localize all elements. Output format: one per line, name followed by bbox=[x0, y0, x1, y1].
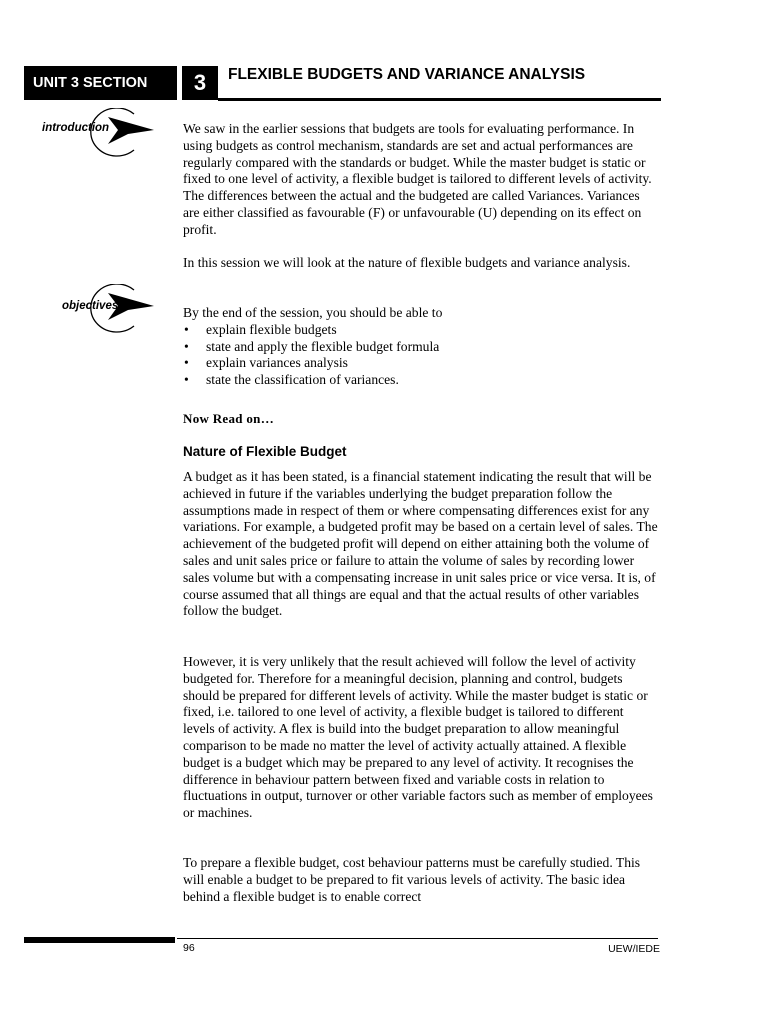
intro-paragraph: We saw in the earlier sessions that budgets are tools for evaluating performance. In using budgets as control mechanism, standards are set and actual performances are regularly compared with the standards or budget. While the master budget is static or fixed to one level of activity, a flexible budget is tailored to different levels of activity. The differences between the actual and the budgeted are called Variances. Variances are either classified as favourable (F) or unfavourable (U) depending on its effect on profit. bbox=[183, 121, 652, 237]
publisher-label: UEW/IEDE bbox=[608, 943, 660, 955]
list-item: • state and apply the flexible budget formula bbox=[183, 339, 658, 356]
introduction-label: introduction bbox=[42, 122, 110, 134]
footer-bar bbox=[24, 937, 175, 943]
objectives-label: objectives bbox=[62, 300, 119, 312]
paragraph: A budget as it has been stated, is a financial statement indicating the result that will be achieved in future if the variables underlying the budget preparation follow the assumptions made in respect of them or where compensating differences exist for any variations. For example, a budgeted profit may be based on a certain level of sales. The achievement of the budgeted profit will depend on either attaining both the volume of sales and unit sales price or failure to attain the volume of sales by recording lower sales volume but with a compensating increase in unit sales price or vice versa. It is, of course assumed that all things are equal and that the actual results of other variables follow the budget. bbox=[183, 469, 658, 619]
introduction-badge bbox=[38, 108, 162, 158]
list-item: • explain variances analysis bbox=[183, 355, 658, 372]
paragraph: However, it is very unlikely that the result achieved will follow the level of activity budgeted for. Therefore for a meaningful decision, planning and control, budgets should be prepared for different levels of activity. While the master budget is static or fixed, i.e. tailored to one level of activity, a flexible budget is tailored to different levels of activity. A flex is build into the budget preparation to allow meaningful comparison to be made no matter the level of activity actually attained. A flexible budget is a budget which may be prepared to any level of activity. It recognises the difference in behaviour pattern between fixed and variable costs in relation to fluctuations in output, turnover or other variable factors such as member of employees or machines. bbox=[183, 654, 653, 821]
section-heading: Nature of Flexible Budget bbox=[183, 444, 347, 459]
unit-section-label: UNIT 3 SECTION bbox=[24, 66, 177, 100]
page-number: 96 bbox=[183, 942, 195, 954]
objectives-block bbox=[183, 305, 658, 389]
list-item: • state the classification of variances. bbox=[183, 372, 658, 389]
objectives-list bbox=[183, 322, 658, 389]
objectives-intro: By the end of the session, you should be able to bbox=[183, 305, 443, 320]
list-item: • explain flexible budgets bbox=[183, 322, 658, 339]
session-paragraph: In this session we will look at the nature of flexible budgets and variance analysis. bbox=[183, 255, 631, 270]
footer-rule bbox=[177, 938, 658, 939]
objectives-badge bbox=[38, 284, 162, 334]
read-on-text: Now Read on… bbox=[183, 411, 274, 426]
page-title: FLEXIBLE BUDGETS AND VARIANCE ANALYSIS bbox=[228, 66, 586, 83]
title-underline bbox=[218, 98, 661, 101]
paragraph: To prepare a flexible budget, cost behaviour patterns must be carefully studied. This will enable a budget to be prepared to fit various levels of activity. The basic idea behind a flexible budget is to enable correct bbox=[183, 855, 641, 904]
section-number: 3 bbox=[182, 66, 218, 100]
